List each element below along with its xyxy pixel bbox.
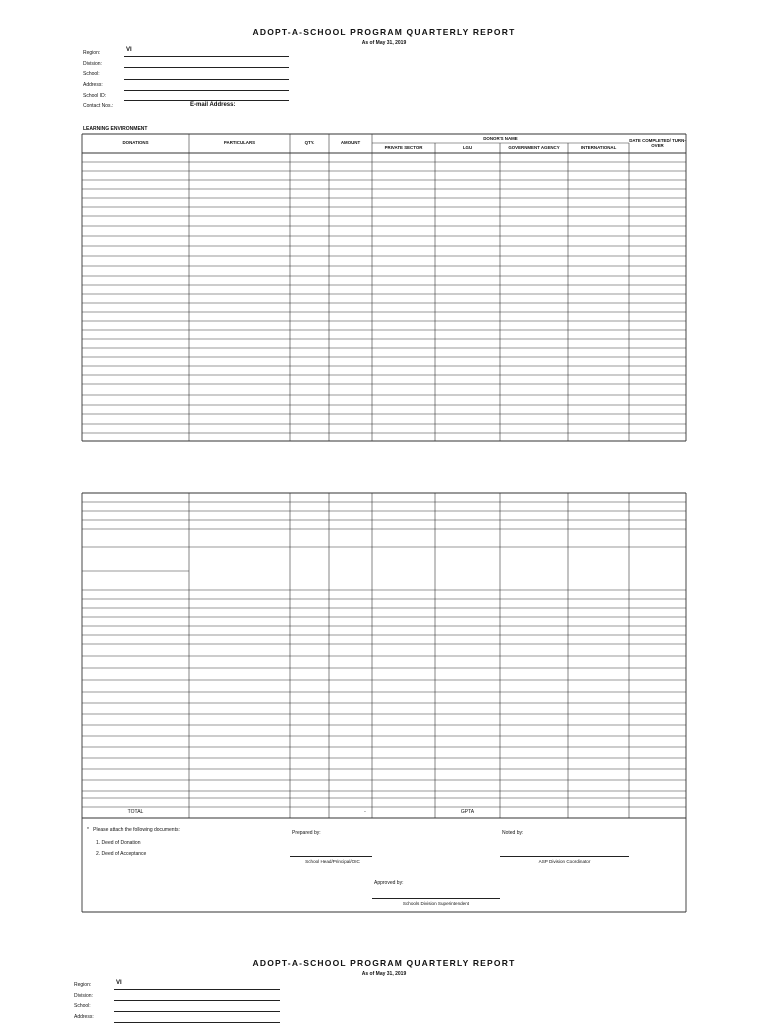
report-date: As of May 31, 2019 (361, 40, 407, 46)
page2-region-line (114, 989, 280, 990)
total-label: TOTAL (127, 809, 144, 815)
page2-address-label: Address: (74, 1014, 94, 1020)
superintendent-caption: Schools Division Superintendent (402, 901, 470, 906)
section-label: LEARNING ENVIRONMENT (83, 126, 148, 132)
address-label: Address: (83, 82, 103, 88)
col-header-particulars: PARTICULARS (223, 140, 256, 145)
page2-division-label: Division: (74, 993, 93, 999)
col-header-date-completed: DATE COMPLETED/ TURN-OVER (629, 138, 686, 148)
page2-region-label: Region: (74, 982, 92, 988)
doc-item-deed-of-donation: 1. Deed of Donation (96, 840, 141, 846)
page2-address-line[interactable] (114, 1022, 280, 1023)
attach-note: * Please attach the following documents: (87, 827, 180, 833)
attach-note-text: Please attach the following documents: (93, 827, 180, 833)
superintendent-signature-line[interactable] (372, 898, 500, 899)
page2-school-line[interactable] (114, 1011, 280, 1012)
prepared-by-label: Prepared by: (292, 830, 321, 836)
total-amount: - (364, 809, 366, 815)
page2-report-title: ADOPT-A-SCHOOL PROGRAM QUARTERLY REPORT (252, 958, 516, 968)
region-label: Region: (83, 50, 101, 56)
col-header-donations: DONATIONS (122, 140, 149, 145)
page2-report-date: As of May 31, 2019 (361, 971, 407, 977)
school-head-signature-line[interactable] (290, 856, 372, 857)
col-header-private-sector: PRIVATE SECTOR (384, 145, 423, 150)
asp-coordinator-signature-line[interactable] (500, 856, 629, 857)
page2-division-line[interactable] (114, 1000, 280, 1001)
noted-by-label: Noted by: (502, 830, 524, 836)
gpta-label: GPTA (460, 809, 475, 815)
school-label: School: (83, 71, 100, 77)
email-label: E-mail Address: (190, 102, 236, 108)
page2-school-label: School: (74, 1003, 91, 1009)
report-title: ADOPT-A-SCHOOL PROGRAM QUARTERLY REPORT (252, 27, 516, 37)
col-header-government-agency: GOVERNMENT AGENCY (508, 145, 560, 150)
contact-label: Contact Nos.: (83, 103, 114, 109)
col-header-lgu: LGU (462, 145, 473, 150)
col-header-qty: QTY. (304, 140, 315, 145)
school-id-label: School ID: (83, 93, 107, 99)
school-head-caption: School Head/Principal/OIC (305, 859, 360, 864)
division-label: Division: (83, 61, 102, 67)
approved-by-label: Approved by: (374, 880, 404, 886)
doc-item-deed-of-acceptance: 2. Deed of Acceptance (96, 851, 147, 857)
col-header-donors-name: DONOR'S NAME (483, 136, 518, 141)
col-header-international: INTERNATIONAL (580, 145, 617, 150)
region-value[interactable]: VI (126, 47, 132, 53)
col-header-amount: AMOUNT (340, 140, 361, 145)
asp-coordinator-caption: ASP Division Coordinator (538, 859, 591, 864)
page2-region-value[interactable]: VI (116, 980, 122, 986)
